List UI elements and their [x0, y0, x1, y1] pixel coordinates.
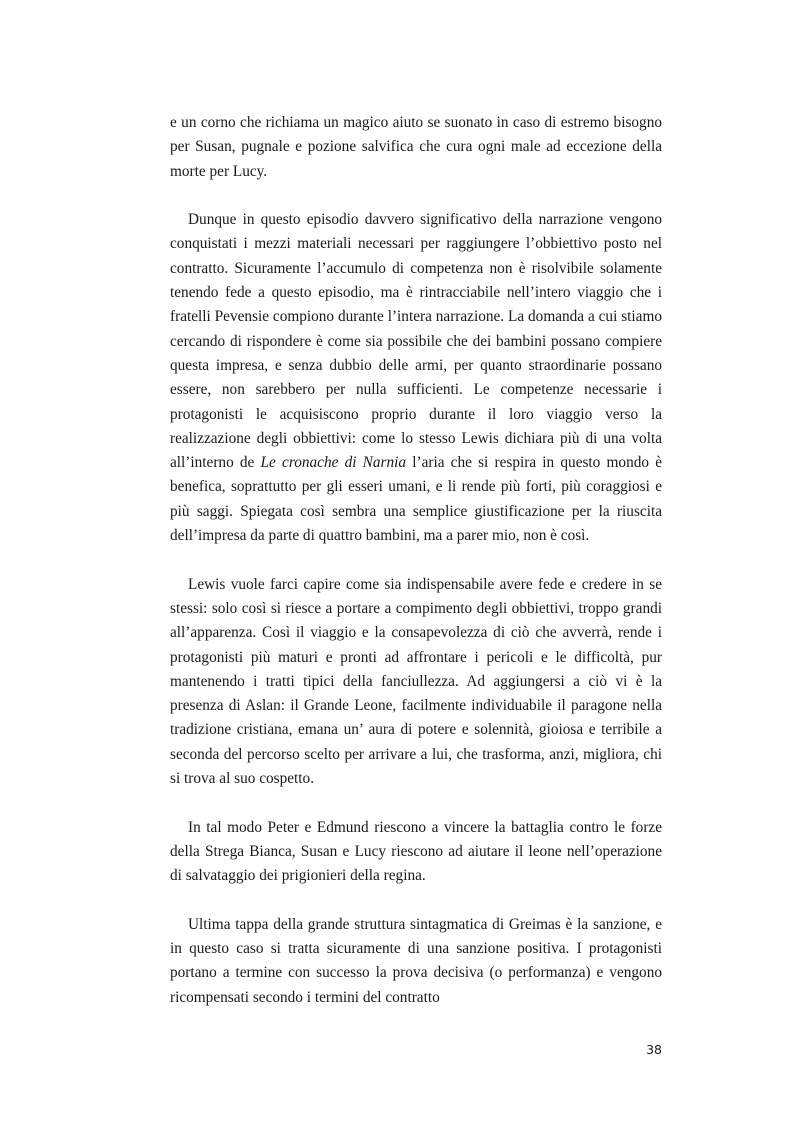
paragraph-5	[170, 913, 662, 1010]
paragraph-2-text-end: l’aria che si respira in questo mondo è benefica, soprattutto per gli esseri umani, e li rende più forti, più coraggiosi e più saggi. Spiegata così sembra una semplice giustificazione per la riuscita dell’impresa da parte di quattro bambini, ma a parer mio, non è così.	[170, 454, 663, 545]
paragraph-1	[170, 111, 662, 184]
paragraph-2	[170, 208, 662, 548]
body-text	[170, 111, 662, 1034]
page-number: 38	[646, 1042, 662, 1057]
book-title: Le cronache di Narnia	[260, 454, 407, 472]
paragraph-5-text: Ultima tappa della grande struttura sintagmatica di Greimas è la sanzione, e in questo caso si tratta sicuramente di una sanzione positiva. I protagonisti portano a termine con successo la prova decisiva (o performanza) e vengono ricompensati secondo i termini del contratto	[170, 915, 662, 1006]
paragraph-3	[170, 573, 662, 792]
paragraph-3-text: Lewis vuole farci capire come sia indispensabile avere fede e credere in se stessi: solo così si riesce a portare a compimento degli obbiettivi, troppo grandi all’apparenza. Così il viaggio e la consapevolezza di ciò che avverrà, rende i protagonisti più maturi e pronti ad affrontare i pericoli e le difficoltà, pur mantenendo i tratti tipici della fanciullezza. Ad aggiungersi a ciò vi è la presenza di Aslan: il Grande Leone, facilmente individuabile il paragone nella tradizione cristiana, emana un’ aura di potere e solennità, gioiosa e terribile a seconda del percorso scelto per arrivare a lui, che trasforma, anzi, migliora, chi si trova al suo cospetto.	[170, 575, 662, 788]
paragraph-2-text-start: Dunque in questo episodio davvero significativo della narrazione vengono conquistati i mezzi materiali necessari per raggiungere l’obbiettivo posto nel contratto. Sicuramente l’accumulo di competenza non è risolvibile solamente tenendo fede a questo episodio, ma è rintracciabile nell’intero viaggio che i fratelli Pevensie compiono durante l’intera narrazione. La domanda a cui stiamo cercando di rispondere è come sia possibile che dei bambini possano compiere questa impresa, e senza dubbio delle armi, per quanto straordinarie possano essere, non sarebbero per nulla sufficienti. Le competenze necessarie i protagonisti le acquisiscono proprio durante il loro viaggio verso la realizzazione degli obbiettivi: come lo stesso Lewis dichiara più di una volta all’interno de	[170, 211, 662, 472]
paragraph-1-text: e un corno che richiama un magico aiuto se suonato in caso di estremo bisogno per Susan, pugnale e pozione salvifica che cura ogni male ad eccezione della morte per Lucy.	[170, 114, 662, 180]
paragraph-4	[170, 816, 662, 889]
paragraph-4-text: In tal modo Peter e Edmund riescono a vincere la battaglia contro le forze della Strega Bianca, Susan e Lucy riescono ad aiutare il leone nell’operazione di salvataggio dei prigionieri della regina.	[170, 818, 662, 885]
